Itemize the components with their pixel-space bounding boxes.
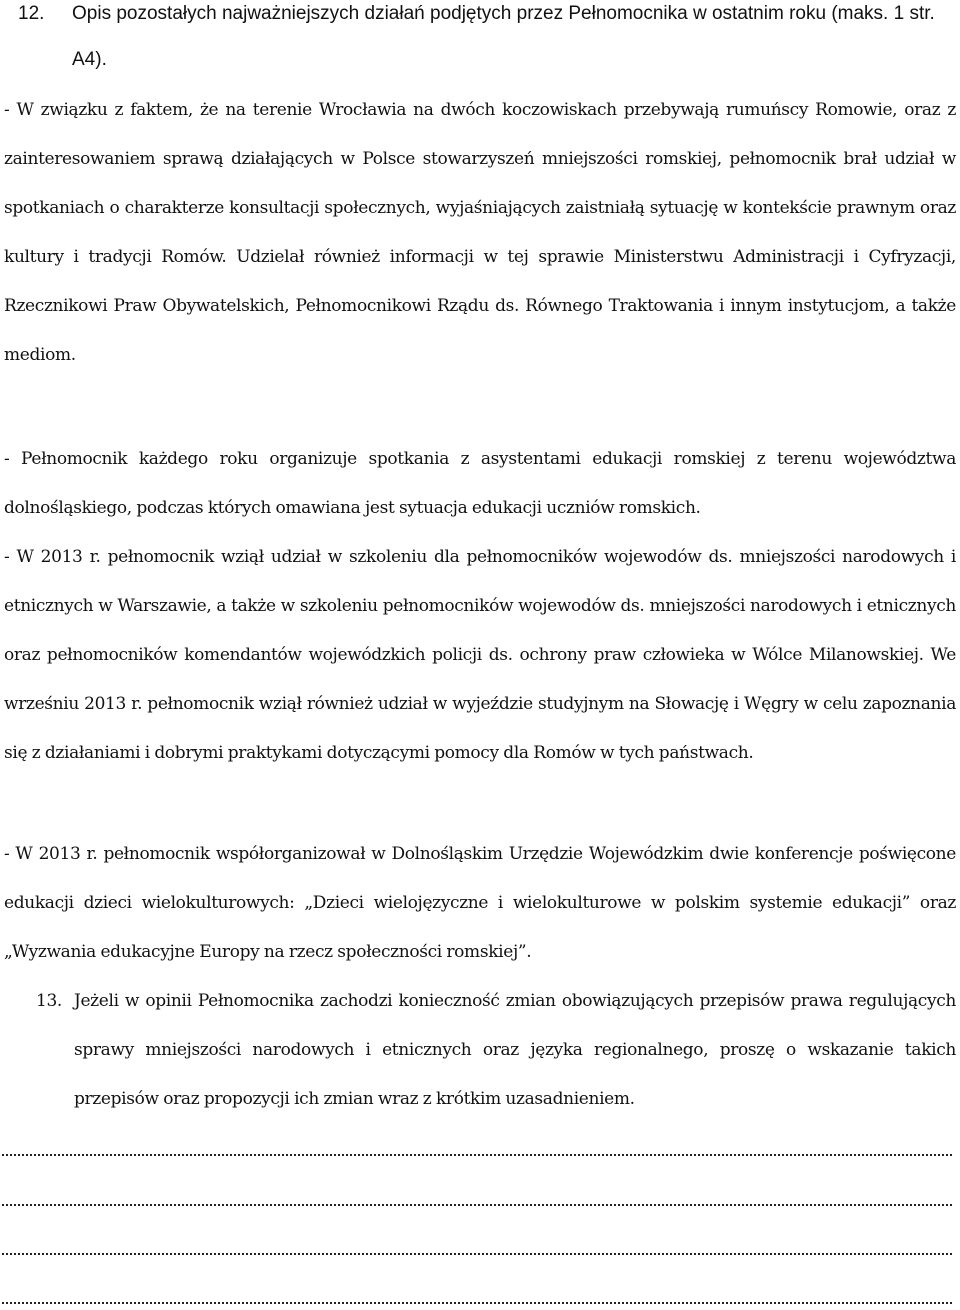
answer-paragraph: - W związku z faktem, że na terenie Wrocławia na dwóch koczowiskach przebywają rumuńscy Romowie, oraz z zainteresowaniem sprawą działających w Polsce stowarzyszeń mniejszości romskiej, pełnomocnik brał udział w spotkaniach o charakterze konsultacji społecznych, wyjaśniających zaistniałą sytuację w kontekście prawnym oraz kultury i tradycji Romów. Udzielał również informacji w tej sprawie Ministerstwu Administracji i Cyfryzacji, Rzecznikowi Praw Obywatelskich, Pełnomocnikowi Rządu ds. Równego Traktowania i innym instytucjom, a także mediom. xyxy=(4,100,956,365)
answer-line xyxy=(2,1298,952,1304)
answer-line xyxy=(2,1249,952,1255)
answer-line xyxy=(2,1200,952,1206)
answer-paragraph: - W 2013 r. pełnomocnik wziął udział w szkoleniu dla pełnomocników wojewodów ds. mniejszości narodowych i etnicznych w Warszawie, a także w szkoleniu pełnomocników wojewodów ds. mniejszości narodowych i etnicznych oraz pełnomocników komendantów wojewódzkich policji ds. ochrony praw człowieka w Wólce Milanowskiej. We wrześniu 2013 r. pełnomocnik wziął również udział w wyjeździe studyjnym na Słowację i Węgry w celu zapoznania się z działaniami i dobrymi praktykami dotyczącymi pomocy dla Romów w tych państwach. xyxy=(4,547,956,763)
answer-line xyxy=(2,1150,952,1156)
question-13 xyxy=(36,977,956,1124)
question-12-number: 12. xyxy=(18,3,45,24)
answer-paragraph: - Pełnomocnik każdego roku organizuje spotkania z asystentami edukacji romskiej z terenu województwa dolnośląskiego, podczas których omawiana jest sytuacja edukacji uczniów romskich. xyxy=(4,449,956,518)
question-12-text: Opis pozostałych najważniejszych działań podjętych przez Pełnomocnika w ostatnim roku (maks. 1 str. A4). xyxy=(72,3,935,70)
question-12 xyxy=(18,0,938,83)
question-13-number: 13. xyxy=(36,991,62,1011)
answer-paragraph: - W 2013 r. pełnomocnik współorganizował w Dolnośląskim Urzędzie Wojewódzkim dwie konferencje poświęcone edukacji dzieci wielokulturowych: „Dzieci wielojęzyczne i wielokulturowe w polskim systemie edukacji” oraz „Wyzwania edukacyjne Europy na rzecz społeczności romskiej”. xyxy=(4,844,956,962)
question-13-text: Jeżeli w opinii Pełnomocnika zachodzi konieczność zmian obowiązujących przepisów prawa regulujących sprawy mniejszości narodowych i etnicznych oraz języka regionalnego, proszę o wskazanie takich przepisów oraz propozycji ich zmian wraz z krótkim uzasadnieniem. xyxy=(74,991,956,1109)
